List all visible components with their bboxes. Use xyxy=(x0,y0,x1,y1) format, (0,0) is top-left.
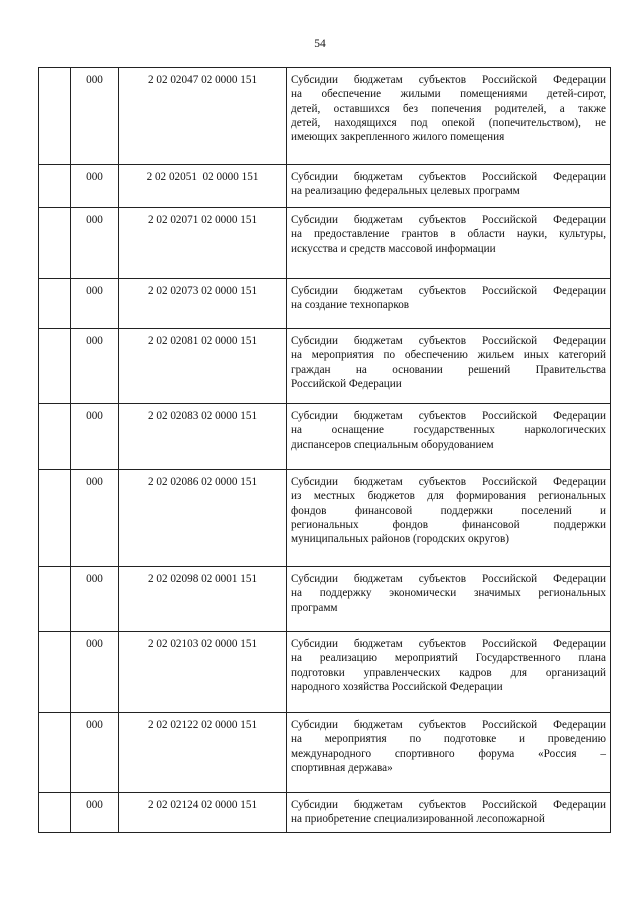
budget-code-cell: 2 02 02124 02 0000 151 xyxy=(119,793,287,833)
budget-code-cell: 2 02 02103 02 0000 151 xyxy=(119,632,287,713)
table-row xyxy=(39,329,611,404)
description-cell xyxy=(287,713,611,793)
description-line: региональных фондов финансовой поддержки xyxy=(291,518,606,531)
page-number: 54 xyxy=(314,38,326,50)
description-line: детей, находящихся под опекой (попечительством), не xyxy=(291,116,606,129)
description-line: Субсидии бюджетам субъектов Российской Федерации xyxy=(291,573,606,585)
description-line: искусства и средств массовой информации xyxy=(291,242,496,255)
admin-code-cell: 000 xyxy=(71,404,119,470)
table-row xyxy=(39,567,611,632)
budget-code-cell: 2 02 02098 02 0001 151 xyxy=(119,567,287,632)
budget-code-cell: 2 02 02086 02 0000 151 xyxy=(119,470,287,567)
description-line: Субсидии бюджетам субъектов Российской Федерации xyxy=(291,171,606,183)
description-cell xyxy=(287,68,611,165)
description-line: программ xyxy=(291,601,338,614)
description-line: Субсидии бюджетам субъектов Российской Федерации xyxy=(291,74,606,86)
admin-code-cell: 000 xyxy=(71,793,119,833)
admin-code-cell: 000 xyxy=(71,329,119,404)
description-cell xyxy=(287,793,611,833)
description-line: спортивная держава» xyxy=(291,761,393,774)
blank-cell xyxy=(39,165,71,208)
description-line: Российской Федерации xyxy=(291,377,402,390)
description-line: подготовки управленческих кадров для организаций xyxy=(291,666,606,679)
description-line: детей, оставшихся без попечения родителей, а также xyxy=(291,102,606,115)
description-line: на поддержку экономически значимых региональных xyxy=(291,587,606,600)
table-row xyxy=(39,404,611,470)
description-line: на приобретение специализированной лесопожарной xyxy=(291,813,545,826)
description-line: на реализацию федеральных целевых программ xyxy=(291,185,520,198)
description-line: на мероприятия по подготовке и проведению xyxy=(291,733,606,746)
description-cell xyxy=(287,165,611,208)
description-line: на оснащение государственных наркологических xyxy=(291,424,606,437)
description-cell xyxy=(287,567,611,632)
description-cell xyxy=(287,208,611,279)
description-line: Субсидии бюджетам субъектов Российской Федерации xyxy=(291,799,606,811)
admin-code-cell: 000 xyxy=(71,68,119,165)
blank-cell xyxy=(39,279,71,329)
description-line: Субсидии бюджетам субъектов Российской Федерации xyxy=(291,214,606,226)
description-line: международного спортивного форума «Россия – xyxy=(291,747,606,760)
admin-code-cell: 000 xyxy=(71,470,119,567)
admin-code-cell: 000 xyxy=(71,567,119,632)
table-row xyxy=(39,68,611,165)
description-line: Субсидии бюджетам субъектов Российской Федерации xyxy=(291,335,606,347)
table-row xyxy=(39,279,611,329)
description-line: на предоставление грантов в области науки, культуры, xyxy=(291,228,606,241)
budget-code-cell: 2 02 02073 02 0000 151 xyxy=(119,279,287,329)
table-row xyxy=(39,793,611,833)
budget-code-cell: 2 02 02081 02 0000 151 xyxy=(119,329,287,404)
description-line: граждан на основании решений Правительства xyxy=(291,363,606,376)
blank-cell xyxy=(39,208,71,279)
admin-code-cell: 000 xyxy=(71,165,119,208)
description-cell xyxy=(287,329,611,404)
description-cell xyxy=(287,279,611,329)
description-line: фондов финансовой поддержки поселений и xyxy=(291,504,606,517)
table-row xyxy=(39,470,611,567)
blank-cell xyxy=(39,470,71,567)
description-line: Субсидии бюджетам субъектов Российской Федерации xyxy=(291,476,606,488)
blank-cell xyxy=(39,793,71,833)
description-line: на создание технопарков xyxy=(291,299,410,312)
description-cell xyxy=(287,404,611,470)
description-cell xyxy=(287,470,611,567)
admin-code-cell: 000 xyxy=(71,208,119,279)
description-line: Субсидии бюджетам субъектов Российской Федерации xyxy=(291,410,606,422)
table-body xyxy=(39,68,611,833)
budget-code-cell: 2 02 02122 02 0000 151 xyxy=(119,713,287,793)
description-line: на обеспечение жилыми помещениями детей-сирот, xyxy=(291,88,606,101)
budget-code-cell: 2 02 02047 02 0000 151 xyxy=(119,68,287,165)
table-row xyxy=(39,713,611,793)
description-line: диспансеров специальным оборудованием xyxy=(291,438,494,451)
blank-cell xyxy=(39,68,71,165)
budget-code-cell: 2 02 02071 02 0000 151 xyxy=(119,208,287,279)
budget-code-cell: 2 02 02051 02 0000 151 xyxy=(119,165,287,208)
blank-cell xyxy=(39,632,71,713)
description-line: имеющих закрепленного жилого помещения xyxy=(291,131,505,144)
admin-code-cell: 000 xyxy=(71,713,119,793)
budget-classification-table xyxy=(38,67,611,833)
description-cell xyxy=(287,632,611,713)
description-line: на реализацию мероприятий Государственного плана xyxy=(291,652,606,665)
budget-code-cell: 2 02 02083 02 0000 151 xyxy=(119,404,287,470)
table-row xyxy=(39,632,611,713)
description-line: муниципальных районов (городских округов) xyxy=(291,533,509,546)
blank-cell xyxy=(39,567,71,632)
admin-code-cell: 000 xyxy=(71,632,119,713)
description-line: на мероприятия по обеспечению жильем иных категорий xyxy=(291,349,606,362)
description-line: Субсидии бюджетам субъектов Российской Федерации xyxy=(291,638,606,650)
blank-cell xyxy=(39,713,71,793)
blank-cell xyxy=(39,404,71,470)
table-row xyxy=(39,165,611,208)
admin-code-cell: 000 xyxy=(71,279,119,329)
description-line: Субсидии бюджетам субъектов Российской Федерации xyxy=(291,285,606,297)
table-row xyxy=(39,208,611,279)
description-line: народного хозяйства Российской Федерации xyxy=(291,680,503,693)
description-line: из местных бюджетов для формирования региональных xyxy=(291,490,606,503)
blank-cell xyxy=(39,329,71,404)
description-line: Субсидии бюджетам субъектов Российской Федерации xyxy=(291,719,606,731)
